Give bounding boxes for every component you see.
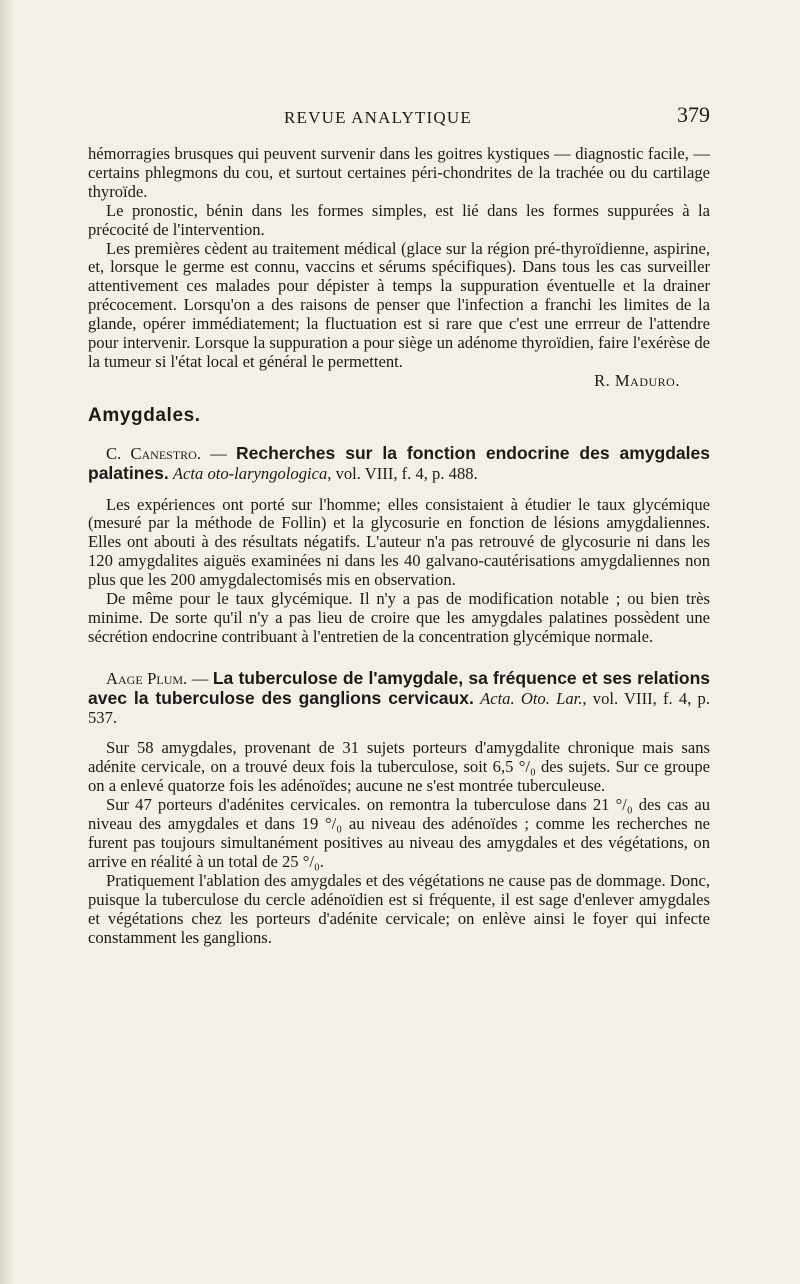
paragraph: Sur 47 porteurs d'adénites cervicales. on remontra la tuberculose dans 21 °/₀ des cas au niveau des amygdales et dans 19 °/₀ au niveau des adénoïdes ; comme les recherches ne furent pas toujours simultanément positives au niveau des amygdales et des végétations, on arrive en réalité à un total de 25 °/₀. [88, 795, 710, 871]
binding-gutter [0, 0, 14, 1284]
paragraph: Le pronostic, bénin dans les formes simples, est lié dans les formes suppurées à la précocité de l'intervention. [88, 200, 710, 239]
paragraph: Les expériences ont porté sur l'homme; elles consistaient à étudier le taux glycémique (mesuré par la méthode de Follin) et la glycosurie en fonction de lésions amygdaliennes. Elles ont abouti à des résultats négatifs. L'auteur n'a pas retrouvé de glycosurie ni dans les 120 amygdalites aiguës examinées ni dans les 40 galvano-cautérisations amygdaliennes non plus que les 200 amygdalectomisés mis en observation. [88, 494, 710, 590]
entry-heading [88, 669, 710, 728]
page-number: 379 [677, 102, 710, 127]
entry-title: Recherches sur la fonction endocrine des amygdales palatines. [88, 442, 710, 483]
page-content [88, 145, 710, 947]
entry-author: Aage Plum. [106, 668, 188, 688]
entry-journal: Acta oto-laryngologica [172, 463, 328, 483]
page-header [88, 102, 710, 132]
entry-dash: — [201, 443, 237, 463]
paragraph: hémorragies brusques qui peuvent survenir dans les goitres kystiques — diagnostic facile, — certains phlegmons du cou, et surtout certaines péri-chondrites de la trachée ou du cartilage thyroïde. [88, 144, 710, 201]
entry-reference: , vol. VIII, f. 4, p. 488. [327, 463, 478, 483]
entry-author: C. Canestro. [106, 443, 201, 463]
running-head: REVUE ANALYTIQUE [284, 108, 472, 127]
paragraph: Pratiquement l'ablation des amygdales et des végétations ne cause pas de dommage. Donc, puisque la tuberculose du cercle adénoïdien est si fréquente, il est sage d'enlever amygdales et végétations chez les porteurs d'adénite cervicale; on enlève ainsi le foyer qui infecte constamment les ganglions. [88, 870, 710, 947]
entry-heading [88, 444, 710, 484]
entry-reference: , vol. VIII, f. 4, p. 537. [88, 688, 711, 727]
paragraph: Sur 58 amygdales, provenant de 31 sujets porteurs d'amygdalite chronique mais sans adénite cervicale, on a trouvé deux fois la tuberculose, soit 6,5 °/₀ des sujets. Sur ce groupe on a enlevé quatorze fois les adénoïdes; aucune ne s'est montrée tuberculeuse. [88, 738, 710, 796]
signature: R. Maduro. [594, 370, 680, 390]
entry-dash: — [187, 668, 213, 688]
section-title: Amygdales. [88, 404, 201, 426]
paragraph: De même pour le taux glycémique. Il n'y a pas de modification notable ; ou bien très minime. De sorte qu'il n'y a pas lieu de croire que les amygdales palatines possèdent une sécrétion endocrine contribuant à l'entretien de la concentration glycémique normale. [88, 589, 710, 646]
entry-journal: Acta. Oto. Lar. [480, 688, 583, 708]
entry-title: La tuberculose de l'amygdale, sa fréquence et ses relations avec la tuberculose des ganglions cervicaux. [88, 667, 711, 708]
paragraph: Les premières cèdent au traitement médical (glace sur la région pré-thyroïdienne, aspirine, et, lorsque le germe est connu, vaccins et sérums spécifiques). Dans tous les cas surveiller attentivement ces malades pour dépister à temps la suppuration éventuelle et la drainer précocement. Lorsqu'on a des raisons de penser que l'infection a franchi les limites de la glande, opérer immédiatement; la fluctuation est si rare que c'est une errreur de l'attendre pour intervenir. Lorsque la suppuration a pour siège un adénome thyroïdien, faire l'exérèse de la tumeur si l'état local et général le permettent. [88, 238, 710, 371]
